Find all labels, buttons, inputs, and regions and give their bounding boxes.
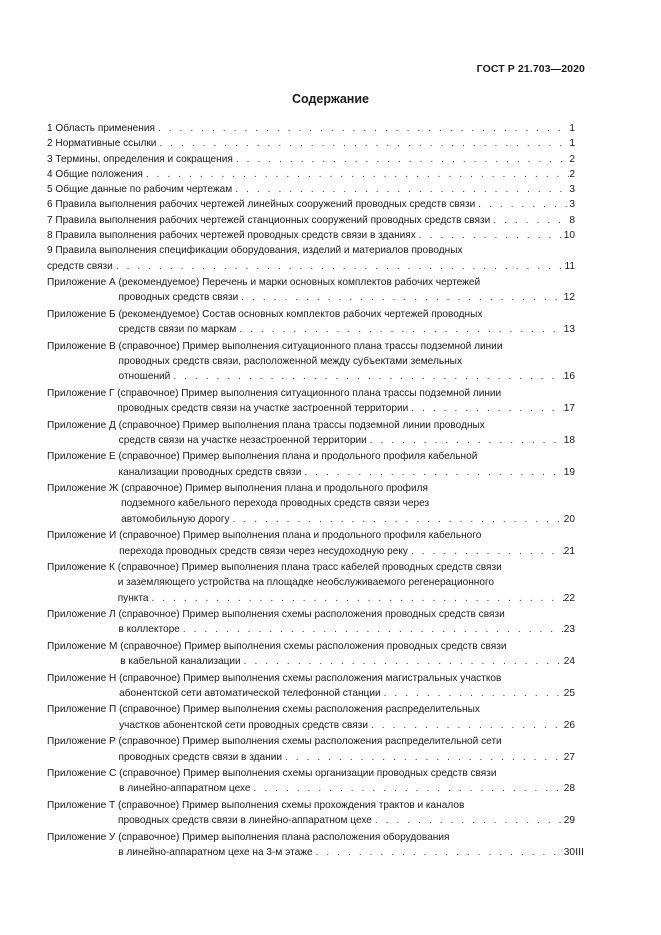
toc-entry[interactable] — [47, 121, 575, 136]
toc-entry-text: (справочное) Пример выполнения схемы расположения распределительной сети — [118, 736, 502, 748]
toc-entry-text: 9 Правила выполнения спецификации оборудования, изделий и материалов проводных — [47, 245, 463, 257]
toc-entry-text: участков абонентской сети проводных средств связи — [119, 719, 368, 731]
toc-entry-text: подземного кабельного перехода проводных средств связи через — [121, 498, 430, 510]
page-title: Содержание — [291, 92, 369, 106]
toc-entry-text: 1 Область применения — [47, 123, 155, 134]
toc-entry-appendix-label: Приложение Ж — [47, 483, 122, 495]
toc-dot-leader — [156, 136, 569, 151]
toc-entry-text: (справочное) Пример выполнения плана и продольного профиля кабельной — [118, 451, 478, 463]
toc-dot-leader — [282, 750, 564, 765]
toc-entry-text: 7 Правила выполнения рабочих чертежей станционных сооружений проводных средств связи — [47, 214, 491, 226]
toc-entry-appendix-label: Приложение К — [47, 562, 118, 573]
document-standard-code: ГОСТ Р 21.703—2020 — [476, 63, 585, 75]
toc-dot-leader — [155, 121, 569, 136]
toc-entry-page: 29 — [563, 815, 575, 827]
toc-entry-text: (рекомендуемое) Перечень и марки основных комплектов рабочих чертежей — [118, 277, 481, 289]
toc-entry-text: (справочное) Пример выполнения плана и продольного профиля — [121, 483, 428, 495]
toc-dot-leader — [233, 152, 570, 167]
toc-dot-leader — [372, 813, 564, 828]
toc-entry-text: перехода проводных средств связи через несудоходную реку — [119, 545, 408, 557]
toc-entry-text: 8 Правила выполнения рабочих чертежей проводных средств связи в зданиях — [47, 230, 416, 242]
toc-entry[interactable] — [47, 702, 575, 733]
toc-dot-leader — [170, 369, 563, 384]
toc-entry-page: 24 — [563, 656, 575, 668]
toc-entry[interactable] — [47, 228, 575, 243]
toc-entry-page: 28 — [563, 783, 575, 795]
toc-entry-text: проводных средств связи в здании — [118, 751, 282, 763]
toc-entry[interactable] — [47, 639, 575, 670]
toc-entry-text: проводных средств связи, расположенной между субъектами земельных — [118, 356, 462, 368]
toc-dot-leader — [143, 167, 570, 182]
toc-entry-text: (справочное) Пример выполнения схемы расположения проводных средств связи — [120, 640, 507, 652]
toc-dot-leader — [232, 182, 569, 197]
toc-entry-text: отношений — [118, 371, 171, 383]
toc-entry[interactable] — [47, 734, 575, 765]
toc-entry-appendix-label: Приложение М — [47, 640, 121, 652]
toc-entry[interactable] — [47, 243, 575, 274]
toc-entry-text: в коллекторе — [118, 624, 180, 636]
toc-entry[interactable] — [47, 213, 575, 228]
toc-dot-leader — [408, 544, 564, 559]
toc-entry[interactable] — [47, 182, 575, 197]
toc-entry-page: 8 — [569, 214, 575, 226]
toc-dot-leader — [180, 622, 564, 637]
toc-entry-page: 27 — [563, 751, 575, 763]
toc-entry-text: (справочное) Пример выполнения схемы организации проводных средств связи — [119, 767, 497, 779]
toc-entry-text: 3 Термины, определения и сокращения — [47, 153, 233, 165]
toc-entry-text: (справочное) Пример выполнения схемы расположения проводных средств связи — [118, 609, 505, 621]
toc-entry[interactable] — [47, 386, 575, 417]
toc-entry-appendix-label: Приложение Т — [47, 799, 118, 811]
toc-entry-text: проводных средств связи в линейно-аппаратном цехе — [117, 815, 372, 827]
toc-entry-page: 26 — [563, 719, 575, 731]
toc-dot-leader — [368, 718, 564, 733]
toc-entry-appendix-label: Приложение Д — [47, 419, 119, 431]
toc-dot-leader — [313, 845, 564, 860]
toc-entry-text: 2 Нормативные ссылки — [47, 138, 157, 150]
toc-entry-text: средств связи — [47, 260, 113, 272]
toc-entry-text: абонентской сети автоматической телефонной станции — [119, 687, 381, 699]
toc-entry-page: 13 — [563, 324, 575, 336]
toc-entry-page: 17 — [563, 403, 575, 415]
toc-entry-appendix-label: Приложение Н — [47, 672, 120, 684]
toc-entry-text: (справочное) Пример выполнения ситуационного плана трассы подземной линии — [117, 387, 502, 399]
toc-entry[interactable] — [47, 418, 575, 449]
toc-entry-appendix-label: Приложение Л — [47, 609, 119, 621]
toc-entry[interactable] — [47, 607, 575, 638]
toc-entry-text: (справочное) Пример выполнения схемы расположения распределительных — [119, 704, 480, 716]
toc-entry[interactable] — [47, 528, 575, 559]
toc-entry-page: 2 — [569, 153, 575, 165]
toc-dot-leader — [301, 465, 563, 480]
toc-entry-page: 19 — [563, 466, 575, 478]
toc-entry-page: 11 — [564, 260, 575, 272]
toc-entry-text: (справочное) Пример выполнения плана трассы подземной линии проводных — [118, 419, 485, 431]
toc-entry-text: (справочное) Пример выполнения плана и продольного профиля кабельного — [119, 530, 482, 542]
toc-entry-appendix-label: Приложение Г — [47, 387, 118, 399]
toc-entry-appendix-label: Приложение Е — [47, 451, 119, 463]
toc-entry-text: в линейно-аппаратном цехе — [119, 783, 251, 795]
toc-entry-page: 25 — [563, 687, 575, 699]
toc-entry-page: 3 — [569, 199, 575, 211]
toc-entry-appendix-label: Приложение Б — [47, 308, 119, 320]
toc-entry-page: 22 — [563, 592, 575, 604]
page-number: III — [575, 846, 584, 858]
toc-dot-leader — [251, 781, 564, 796]
toc-entry[interactable] — [47, 830, 575, 861]
toc-dot-leader — [148, 591, 563, 606]
toc-entry-appendix-label: Приложение У — [47, 831, 119, 843]
toc-entry-text: в кабельной канализации — [120, 656, 241, 668]
toc-entry[interactable] — [47, 152, 575, 167]
toc-dot-leader — [236, 322, 563, 337]
toc-entry-page: 18 — [563, 434, 575, 446]
toc-entry[interactable] — [47, 307, 575, 338]
toc-entry-page: 12 — [563, 292, 575, 304]
toc-dot-leader — [238, 290, 564, 305]
toc-dot-leader — [490, 213, 569, 228]
toc-entry-text: автомобильную дорогу — [121, 513, 230, 525]
toc-entry-text: средств связи по маркам — [118, 324, 237, 336]
table-of-contents — [47, 121, 575, 860]
toc-entry-page: 30 — [563, 846, 575, 858]
toc-dot-leader — [475, 197, 569, 212]
toc-entry-page: 1 — [569, 123, 575, 134]
toc-entry-text: проводных средств связи на участке застроенной территории — [117, 403, 409, 415]
toc-entry-text: в линейно-аппаратном цехе на 3-м этаже — [118, 846, 313, 858]
toc-entry[interactable] — [47, 197, 575, 212]
toc-entry[interactable] — [47, 481, 575, 527]
toc-entry-text: (справочное) Пример выполнения схемы прохождения трактов и каналов — [117, 799, 465, 811]
toc-entry-text: (справочное) Пример выполнения плана трасс кабелей проводных средств связи — [117, 562, 502, 573]
toc-dot-leader — [113, 259, 565, 274]
toc-entry[interactable] — [47, 275, 575, 306]
toc-entry-text: средств связи на участке незастроенной территории — [118, 434, 367, 446]
toc-entry-page: 1 — [569, 138, 575, 150]
toc-entry-appendix-label: Приложение А — [47, 277, 119, 289]
toc-entry-page: 16 — [563, 371, 575, 383]
toc-entry-text: пункта — [117, 592, 149, 604]
toc-entry-text: 4 Общие положения — [47, 168, 143, 180]
toc-entry-appendix-label: Приложение И — [47, 530, 120, 542]
toc-entry-text: и заземляющего устройства на площадке необслуживаемого регенерационного — [117, 577, 495, 589]
toc-dot-leader — [230, 512, 564, 527]
toc-entry-page: 23 — [563, 624, 575, 636]
toc-entry[interactable] — [47, 339, 575, 385]
toc-entry-text: 5 Общие данные по рабочим чертежам — [47, 184, 233, 196]
toc-entry-text: канализации проводных средств связи — [118, 466, 302, 478]
toc-entry[interactable] — [47, 167, 575, 182]
toc-entry-text: 6 Правила выполнения рабочих чертежей линейных сооружений проводных средств связи — [47, 199, 476, 211]
toc-entry[interactable] — [47, 671, 575, 702]
toc-entry-text: (рекомендуемое) Состав основных комплектов рабочих чертежей проводных — [118, 308, 483, 320]
toc-entry-appendix-label: Приложение С — [47, 767, 120, 779]
toc-entry[interactable] — [47, 136, 575, 151]
toc-entry-appendix-label: Приложение В — [47, 340, 119, 352]
toc-entry[interactable] — [47, 560, 575, 606]
toc-entry[interactable] — [47, 798, 575, 829]
toc-entry[interactable] — [47, 449, 575, 480]
toc-dot-leader — [416, 228, 564, 243]
toc-entry-text: (справочное) Пример выполнения плана расположения оборудования — [118, 831, 450, 843]
toc-entry-page: 20 — [563, 513, 575, 525]
toc-dot-leader — [408, 401, 563, 416]
toc-entry-page: 2 — [569, 168, 575, 180]
toc-entry-text: (справочное) Пример выполнения ситуационного плана трассы подземной линии — [118, 340, 503, 352]
toc-entry[interactable] — [47, 766, 575, 797]
toc-entry-page: 21 — [563, 545, 575, 557]
toc-dot-leader — [241, 654, 564, 669]
toc-entry-page: 3 — [569, 184, 575, 196]
toc-dot-leader — [367, 433, 564, 448]
toc-dot-leader — [381, 686, 564, 701]
toc-entry-page: 10 — [563, 230, 575, 242]
toc-entry-text: (справочное) Пример выполнения схемы расположения магистральных участков — [119, 672, 502, 684]
toc-entry-appendix-label: Приложение П — [47, 704, 120, 716]
toc-entry-text: проводных средств связи — [118, 292, 239, 304]
toc-entry-appendix-label: Приложение Р — [47, 736, 119, 748]
